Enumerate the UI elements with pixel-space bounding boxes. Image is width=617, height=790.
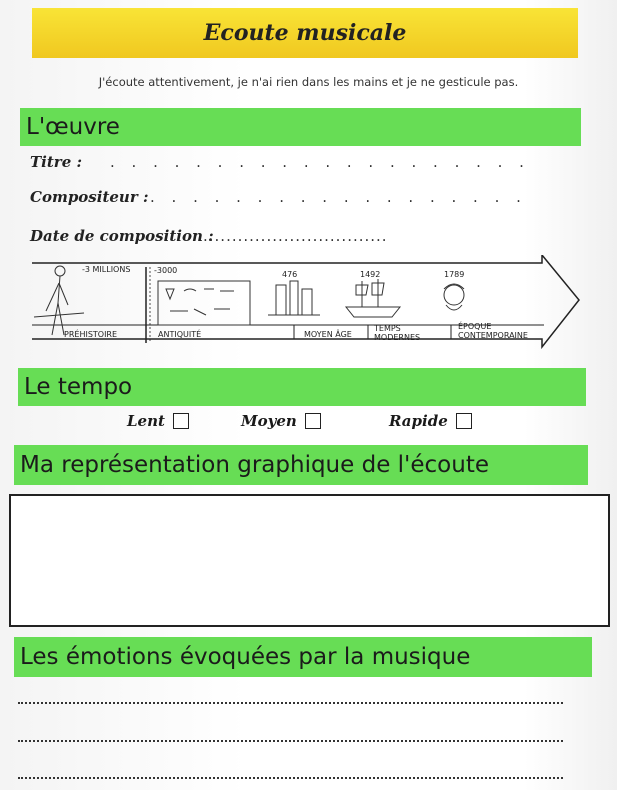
page-title: Ecoute musicale bbox=[203, 20, 407, 46]
tempo-moyen-label: Moyen bbox=[241, 412, 297, 430]
section-emotions-title: Les émotions évoquées par la musique bbox=[20, 644, 471, 670]
tempo-rapide-checkbox[interactable] bbox=[456, 413, 472, 429]
history-timeline bbox=[24, 255, 584, 357]
section-tempo-title: Le tempo bbox=[24, 374, 133, 400]
castle-icon bbox=[268, 281, 320, 315]
timeline-year-476: 476 bbox=[282, 270, 298, 279]
timeline-label-epoque: ÉPOQUE bbox=[458, 322, 492, 331]
field-date-dots[interactable]: ................................ bbox=[203, 227, 388, 245]
field-compositeur-label: Compositeur : bbox=[30, 188, 149, 206]
ship-icon bbox=[346, 279, 400, 317]
timeline-label-temps: TEMPS bbox=[374, 324, 401, 333]
tempo-lent-label: Lent bbox=[127, 412, 165, 430]
section-emotions-bar bbox=[14, 637, 592, 677]
timeline-year-1789: 1789 bbox=[444, 270, 465, 279]
section-oeuvre-title: L'œuvre bbox=[26, 114, 120, 140]
drawing-area[interactable] bbox=[9, 494, 610, 627]
field-date-label: Date de composition : bbox=[30, 227, 214, 245]
emotions-line-3[interactable] bbox=[18, 777, 563, 779]
section-representation-bar bbox=[14, 445, 588, 485]
tempo-option-rapide[interactable] bbox=[389, 412, 472, 430]
timeline-label-antiquite: ANTIQUITÉ bbox=[158, 330, 202, 339]
timeline-year-1492: 1492 bbox=[360, 270, 381, 279]
emotions-line-1[interactable] bbox=[18, 702, 563, 704]
emotions-line-2[interactable] bbox=[18, 740, 563, 742]
timeline-label-prehistoire: PRÉHISTOIRE bbox=[64, 330, 118, 339]
section-oeuvre-bar bbox=[20, 108, 581, 146]
timeline-label-moyen-age: MOYEN ÂGE bbox=[304, 330, 352, 339]
timeline-start-note: -3 MILLIONS bbox=[82, 265, 131, 274]
field-titre-label: Titre : bbox=[30, 153, 82, 171]
timeline-label-modernes: MODERNES bbox=[374, 333, 421, 342]
title-banner bbox=[32, 8, 578, 58]
field-titre-dots[interactable]: . . . . . . . . . . . . . . . . . . . . bbox=[110, 153, 530, 171]
tempo-lent-checkbox[interactable] bbox=[173, 413, 189, 429]
instruction-text: J'écoute attentivement, je n'ai rien dans les mains et je ne gesticule pas. bbox=[98, 75, 519, 89]
antiquity-tablet-icon bbox=[158, 281, 250, 325]
timeline-label-contemporaine: CONTEMPORAINE bbox=[458, 331, 528, 340]
timeline-year-antiquite: -3000 bbox=[154, 266, 178, 275]
tempo-rapide-label: Rapide bbox=[389, 412, 448, 430]
tempo-option-moyen[interactable] bbox=[241, 412, 321, 430]
portrait-icon bbox=[444, 284, 464, 310]
section-tempo-bar bbox=[18, 368, 586, 406]
section-representation-title: Ma représentation graphique de l'écoute bbox=[20, 452, 489, 478]
tempo-option-lent[interactable] bbox=[127, 412, 189, 430]
tempo-moyen-checkbox[interactable] bbox=[305, 413, 321, 429]
field-compositeur-dots[interactable]: . . . . . . . . . . . . . . . . . . bbox=[150, 188, 527, 206]
